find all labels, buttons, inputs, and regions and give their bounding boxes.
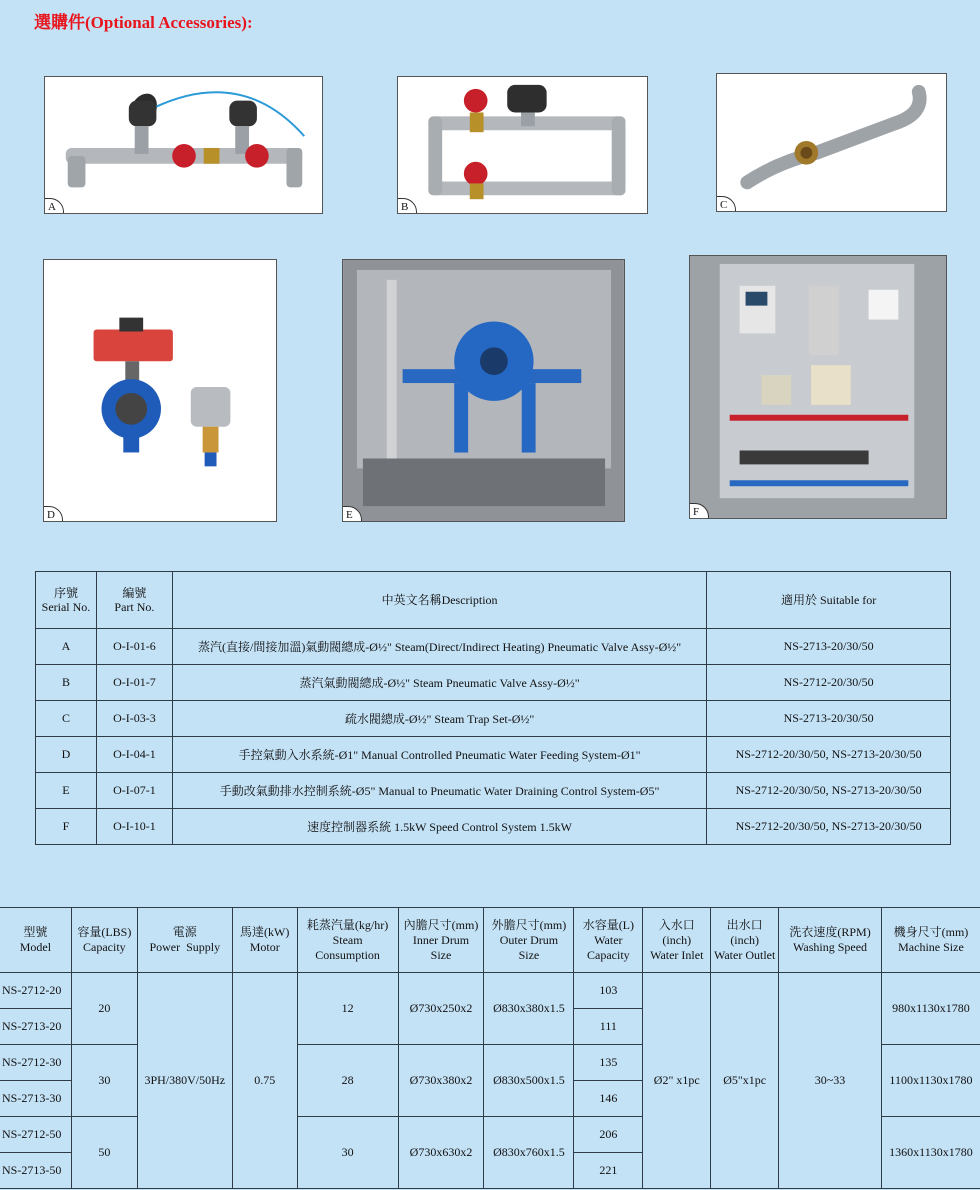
- steam-pneumatic-valve-image: [398, 77, 647, 213]
- spec-row: [0, 973, 980, 1009]
- steam-header: 耗蒸汽量(kg/hr) Steam Consumption: [297, 908, 398, 973]
- outer-drum-cell: Ø830x380x1.5: [484, 973, 574, 1045]
- outer-drum-header: 外膽尺寸(mm) Outer Drum Size: [484, 908, 574, 973]
- water-outlet-cell: Ø5"x1pc: [711, 973, 779, 1189]
- photo-c-steam-trap: [716, 73, 947, 212]
- suitable-cell: NS-2712-20/30/50, NS-2713-20/30/50: [707, 773, 951, 809]
- page-title: 選購件(Optional Accessories):: [34, 13, 253, 32]
- capacity-cell: 20: [71, 973, 137, 1045]
- description-cell: 蒸汽(直接/間接加溫)氣動閥總成-Ø½" Steam(Direct/Indirect Heating) Pneumatic Valve Assy-Ø½": [172, 629, 706, 665]
- suitable-cell: NS-2713-20/30/50: [707, 629, 951, 665]
- power-cell: 3PH/380V/50Hz: [137, 973, 232, 1189]
- description-cell: 手控氣動入水系統-Ø1" Manual Controlled Pneumatic Water Feeding System-Ø1": [172, 737, 706, 773]
- inner-drum-header: 內膽尺寸(mm) Inner Drum Size: [398, 908, 484, 973]
- photo-a-valve-assembly: [44, 76, 323, 214]
- water-capacity-cell: 103: [574, 973, 643, 1009]
- part-cell: O-I-07-1: [96, 773, 172, 809]
- water-outlet-header: 出水口 (inch) Water Outlet: [711, 908, 779, 973]
- capacity-cell: 30: [71, 1045, 137, 1117]
- photo-f-speed-control: [689, 255, 947, 519]
- pneumatic-water-feeding-image: [44, 260, 276, 521]
- suitable-cell: NS-2713-20/30/50: [707, 701, 951, 737]
- serial-cell: E: [36, 773, 97, 809]
- description-cell: 速度控制器系統 1.5kW Speed Control System 1.5kW: [172, 809, 706, 845]
- inner-drum-cell: Ø730x380x2: [398, 1045, 484, 1117]
- photo-d-water-feeding: [43, 259, 277, 522]
- model-cell: NS-2713-20: [0, 1009, 71, 1045]
- machine-size-cell: 980x1130x1780: [881, 973, 980, 1045]
- spec-header-row: [0, 908, 980, 973]
- suitable-cell: NS-2712-20/30/50: [707, 665, 951, 701]
- steam-trap-image: [717, 74, 946, 211]
- photo-letter: E: [342, 506, 362, 522]
- photo-letter: D: [43, 506, 63, 522]
- model-cell: NS-2712-30: [0, 1045, 71, 1081]
- inner-drum-cell: Ø730x630x2: [398, 1117, 484, 1189]
- motor-header: 馬達(kW) Motor: [232, 908, 297, 973]
- model-cell: NS-2713-30: [0, 1081, 71, 1117]
- photo-b-valve-assembly: [397, 76, 648, 214]
- model-cell: NS-2712-50: [0, 1117, 71, 1153]
- description-cell: 手動改氣動排水控制系統-Ø5" Manual to Pneumatic Water Draining Control System-Ø5": [172, 773, 706, 809]
- description-cell: 疏水閥總成-Ø½" Steam Trap Set-Ø½": [172, 701, 706, 737]
- power-header: 電源 Power Supply: [137, 908, 232, 973]
- water-capacity-header: 水容量(L) Water Capacity: [574, 908, 643, 973]
- model-header: 型號 Model: [0, 908, 71, 973]
- capacity-cell: 50: [71, 1117, 137, 1189]
- table-header-row: [36, 572, 951, 629]
- outer-drum-cell: Ø830x760x1.5: [484, 1117, 574, 1189]
- water-capacity-cell: 111: [574, 1009, 643, 1045]
- table-row: [36, 773, 951, 809]
- pneumatic-valve-assy-image: [45, 77, 322, 213]
- washing-speed-header: 洗衣速度(RPM) Washing Speed: [779, 908, 882, 973]
- photo-e-draining-control: [342, 259, 625, 522]
- table-row: [36, 737, 951, 773]
- model-cell: NS-2713-50: [0, 1153, 71, 1189]
- suitable-cell: NS-2712-20/30/50, NS-2713-20/30/50: [707, 809, 951, 845]
- steam-cell: 12: [297, 973, 398, 1045]
- steam-cell: 28: [297, 1045, 398, 1117]
- spec-table: [0, 907, 980, 1189]
- photo-letter: A: [44, 198, 64, 214]
- description-cell: 蒸汽氣動閥總成-Ø½" Steam Pneumatic Valve Assy-Ø½": [172, 665, 706, 701]
- table-row: [36, 629, 951, 665]
- table-row: [36, 665, 951, 701]
- part-header: 編號 Part No.: [96, 572, 172, 629]
- serial-cell: A: [36, 629, 97, 665]
- inner-drum-cell: Ø730x250x2: [398, 973, 484, 1045]
- serial-cell: B: [36, 665, 97, 701]
- capacity-header: 容量(LBS) Capacity: [71, 908, 137, 973]
- part-cell: O-I-10-1: [96, 809, 172, 845]
- water-inlet-cell: Ø2" x1pc: [643, 973, 711, 1189]
- water-capacity-cell: 135: [574, 1045, 643, 1081]
- photo-letter: C: [716, 196, 736, 212]
- photo-letter: F: [689, 503, 709, 519]
- photo-letter: B: [397, 198, 417, 214]
- model-cell: NS-2712-20: [0, 973, 71, 1009]
- outer-drum-cell: Ø830x500x1.5: [484, 1045, 574, 1117]
- water-draining-control-image: [343, 260, 624, 521]
- accessories-table: [35, 571, 951, 845]
- machine-size-cell: 1100x1130x1780: [881, 1045, 980, 1117]
- serial-cell: C: [36, 701, 97, 737]
- machine-size-header: 機身尺寸(mm) Machine Size: [881, 908, 980, 973]
- table-row: [36, 809, 951, 845]
- serial-cell: F: [36, 809, 97, 845]
- part-cell: O-I-04-1: [96, 737, 172, 773]
- speed-control-panel-image: [690, 256, 946, 518]
- table-row: [36, 701, 951, 737]
- part-cell: O-I-01-6: [96, 629, 172, 665]
- water-capacity-cell: 206: [574, 1117, 643, 1153]
- description-header: 中英文名稱Description: [172, 572, 706, 629]
- water-inlet-header: 入水口 (inch) Water Inlet: [643, 908, 711, 973]
- serial-header: 序號 Serial No.: [36, 572, 97, 629]
- part-cell: O-I-03-3: [96, 701, 172, 737]
- water-capacity-cell: 146: [574, 1081, 643, 1117]
- water-capacity-cell: 221: [574, 1153, 643, 1189]
- part-cell: O-I-01-7: [96, 665, 172, 701]
- steam-cell: 30: [297, 1117, 398, 1189]
- washing-speed-cell: 30~33: [779, 973, 882, 1189]
- serial-cell: D: [36, 737, 97, 773]
- machine-size-cell: 1360x1130x1780: [881, 1117, 980, 1189]
- motor-cell: 0.75: [232, 973, 297, 1189]
- suitable-header: 適用於 Suitable for: [707, 572, 951, 629]
- suitable-cell: NS-2712-20/30/50, NS-2713-20/30/50: [707, 737, 951, 773]
